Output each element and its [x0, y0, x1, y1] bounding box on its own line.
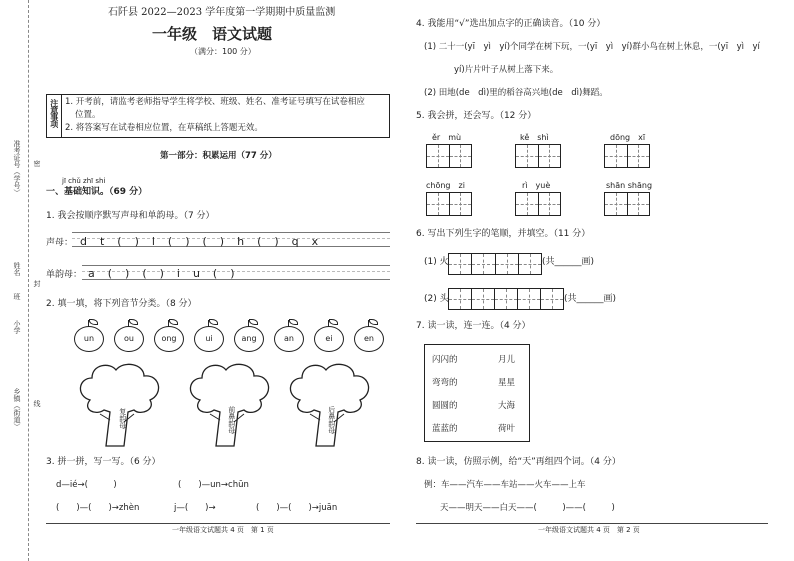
q5-pinyin-2: kě shì [520, 133, 549, 142]
apple-syllable-6: an [274, 326, 304, 352]
notice-line-1: 1. 开考前，请监考老师指导学生将学校、班级、姓名、准考证号填写在试卷相应 [65, 97, 365, 107]
q7-left-4[interactable]: 蓝蓝的 [432, 424, 458, 434]
q5-pinyin-4: chōng zi [426, 181, 465, 190]
seal-char-3: 线 [33, 400, 41, 407]
q6-item2-count[interactable]: (共______画) [564, 294, 617, 304]
apple-syllable-2: ou [114, 326, 144, 352]
q8-prompt: 8. 读一读，仿照示例，给“天”再组四个词。（4 分） [416, 457, 621, 467]
q7-right-3[interactable]: 大海 [498, 401, 516, 411]
q5-grid-1[interactable] [426, 144, 472, 168]
q4-line2[interactable]: (2) 田地(de dì)里的稻谷高兴地(de dì)舞蹈。 [424, 88, 608, 98]
q5-prompt: 5. 我会拼，还会写。（12 分） [416, 111, 537, 121]
apple-syllable-1: un [74, 326, 104, 352]
q7-right-4[interactable]: 荷叶 [498, 424, 516, 434]
part1-title: 第一部分：积累运用（77 分） [160, 151, 277, 161]
danyunmu-row[interactable]: a ( ) ( ) i u ( ) [88, 267, 236, 280]
section-pinyin: jī chǔ zhī shi [62, 177, 106, 185]
q8-example: 例：车——汽车——车站——火车——上车 [424, 480, 586, 490]
notice-line-1b: 位置。 [75, 110, 101, 120]
q5-pinyin-6: shān shāng [606, 181, 653, 190]
notice-line-2: 2. 将答案写在试卷相应位置，在草稿纸上答题无效。 [65, 123, 263, 133]
q6-item1-count[interactable]: (共______画) [542, 257, 595, 267]
q3-row1-b[interactable]: ( )—un→chūn [178, 480, 249, 490]
q7-prompt: 7. 读一读，连一连。（4 分） [416, 321, 531, 331]
footer-right: 一年级语文试题共 4 页 第 2 页 [538, 526, 640, 534]
q3-row1-a[interactable]: d—ié→( ) [56, 480, 117, 490]
shengmu-label: 声母： [46, 238, 74, 248]
tree-3-label: 后鼻韵母 [327, 406, 336, 434]
tree-2-label: 前鼻韵母 [227, 406, 236, 434]
binding-fold-line [28, 0, 29, 561]
q6-item1: (1) 火 [424, 257, 449, 267]
q5-grid-5[interactable] [515, 192, 561, 216]
apple-syllable-8: en [354, 326, 384, 352]
footer-left: 一年级语文试题共 4 页 第 1 页 [172, 526, 274, 534]
shengmu-row[interactable]: d t ( ) l ( ) ( ) h ( ) q x [80, 235, 320, 248]
q3-row2-a[interactable]: ( )—( )→zhèn [56, 503, 140, 513]
q8-answer-line[interactable]: 天——明天——白天——( )——( ) [440, 503, 615, 513]
full-score: （满分：100 分） [190, 47, 256, 56]
apple-syllable-4: ui [194, 326, 224, 352]
apple-syllable-5: ang [234, 326, 264, 352]
q5-grid-3[interactable] [604, 144, 650, 168]
danyunmu-label: 单韵母： [46, 270, 83, 280]
tree-1-label: 复韵母 [118, 408, 127, 429]
q2-prompt: 2. 填一填，将下列音节分类。（8 分） [46, 299, 197, 309]
q7-right-2[interactable]: 星星 [498, 378, 516, 388]
class-label: 班 [13, 293, 21, 300]
q5-pinyin-1: ěr mù [432, 133, 462, 142]
q6-grid-1[interactable] [448, 253, 542, 275]
q3-prompt: 3. 拼一拼，写一写。（6 分） [46, 457, 161, 467]
tree-2-illustration [186, 360, 276, 448]
notice-box [46, 94, 390, 138]
q4-line1[interactable]: (1) 二十一(yī yì yí)个同学在树下玩，一(yī yì yí)群小鸟在树上休息，一(yī yì yí [424, 42, 760, 52]
exam-title: 石阡县 2022—2023 学年度第一学期期中质量监测 [108, 7, 336, 18]
q1-prompt: 1. 我会按顺序默写声母和单韵母。（7 分） [46, 211, 215, 221]
q5-grid-6[interactable] [604, 192, 650, 216]
q6-item2: (2) 头 [424, 294, 449, 304]
section-title: 一、基础知识。（69 分） [46, 187, 148, 197]
apple-syllable-3: ong [154, 326, 184, 352]
town-label: 乡镇（街道） [13, 388, 21, 430]
tree-1-illustration [76, 360, 166, 448]
subject-title: 一年级 语文试题 [152, 25, 273, 43]
school-label: 小学 [13, 320, 21, 334]
q3-row2-c[interactable]: ( )—( )→juān [256, 503, 338, 513]
notice-label: 注意事项 [49, 99, 59, 127]
q3-row2-b[interactable]: j—( )→ [174, 503, 216, 513]
q5-grid-4[interactable] [426, 192, 472, 216]
seal-char-1: 密 [33, 160, 41, 167]
q5-grid-2[interactable] [515, 144, 561, 168]
q4-line1b[interactable]: yí)片片叶子从树上落下来。 [454, 65, 559, 75]
tree-3-illustration [286, 360, 376, 448]
q6-prompt: 6. 写出下列生字的笔顺，并填空。（11 分） [416, 229, 591, 239]
q5-pinyin-5: rì yuè [522, 181, 551, 190]
name-label: 姓名 [13, 262, 21, 276]
q7-left-3[interactable]: 圆圆的 [432, 401, 458, 411]
q7-left-2[interactable]: 弯弯的 [432, 378, 458, 388]
exam-number-label: 准考证号（学号） [13, 140, 21, 196]
apple-syllable-7: ei [314, 326, 344, 352]
q7-left-1[interactable]: 闪闪的 [432, 355, 458, 365]
q6-grid-2[interactable] [448, 288, 564, 310]
seal-char-2: 封 [33, 280, 41, 287]
q5-pinyin-3: dōng xī [610, 133, 646, 142]
q4-prompt: 4. 我能用“√”选出加点字的正确读音。（10 分） [416, 19, 606, 29]
q7-right-1[interactable]: 月儿 [498, 355, 516, 365]
